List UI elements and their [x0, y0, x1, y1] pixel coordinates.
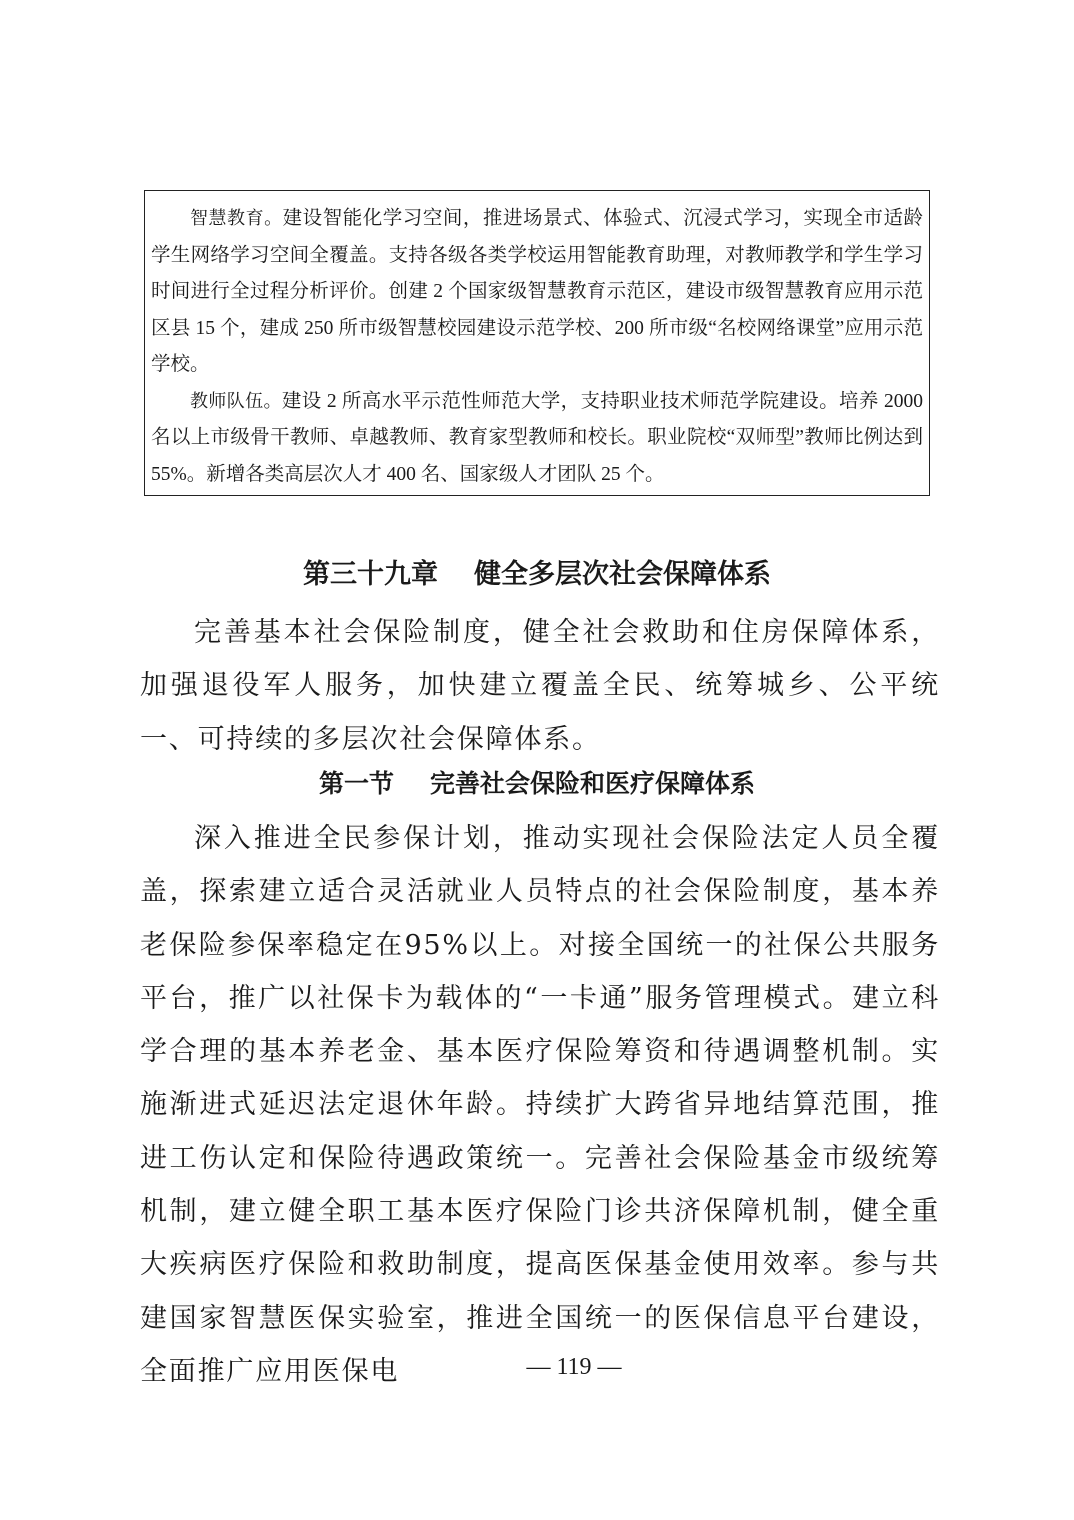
box-paragraph-smart-education	[151, 201, 923, 384]
box-paragraph-text: 建设智能化学习空间，推进场景式、体验式、沉浸式学习，实现全市适龄学生网络学习空间全覆盖。支持各级各类学校运用智能教育助理，对教师教学和学生学习时间进行全过程分析评价。创建 2 个国家级智慧教育示范区，建设市级智慧教育应用示范区县 15 个，建成 250 所市级智慧校园建设示范学校、200 所市级“名校网络课堂”应用示范学校。	[151, 208, 923, 375]
box-paragraph-lead: 教师队伍。	[190, 390, 282, 412]
section-body-paragraph: 深入推进全民参保计划，推动实现社会保险法定人员全覆盖，探索建立适合灵活就业人员特点的社会保险制度，基本养老保险参保率稳定在95%以上。对接全国统一的社保公共服务平台，推广以社保卡为载体的“一卡通”服务管理模式。建立科学合理的基本养老金、基本医疗保险筹资和待遇调整机制。实施渐进式延迟法定退休年龄。持续扩大跨省异地结算范围，推进工伤认定和保险待遇政策统一。完善社会保险基金市级统筹机制，建立健全职工基本医疗保险门诊共济保障机制，健全重大疾病医疗保险和救助制度，提高医保基金使用效率。参与共建国家智慧医保实验室，推进全国统一的医保信息平台建设，全面推广应用医保电	[140, 823, 940, 1387]
section-heading	[0, 762, 1074, 806]
box-paragraph-teachers	[151, 384, 923, 494]
chapter-intro-paragraph: 完善基本社会保险制度，健全社会救助和住房保障体系，加强退役军人服务，加快建立覆盖全民、统筹城乡、公平统一、可持续的多层次社会保障体系。	[140, 617, 940, 755]
highlight-box	[144, 190, 930, 496]
box-paragraph-lead: 智慧教育。	[190, 208, 283, 229]
chapter-number: 第三十九章	[303, 559, 438, 590]
page-number: — 119 —	[526, 1354, 622, 1380]
section-number: 第一节	[318, 769, 394, 798]
box-paragraph-text: 建设 2 所高水平示范性师范大学，支持职业技术师范学院建设。培养 2000 名以上市级骨干教师、卓越教师、教育家型教师和校长。职业院校“双师型”教师比例达到 55%。新增各类高层次人才 400 名、国家级人才团队 25 个。	[151, 390, 923, 485]
chapter-heading	[0, 553, 1074, 597]
chapter-title: 健全多层次社会保障体系	[474, 559, 771, 590]
section-title: 完善社会保险和医疗保障体系	[430, 769, 756, 798]
